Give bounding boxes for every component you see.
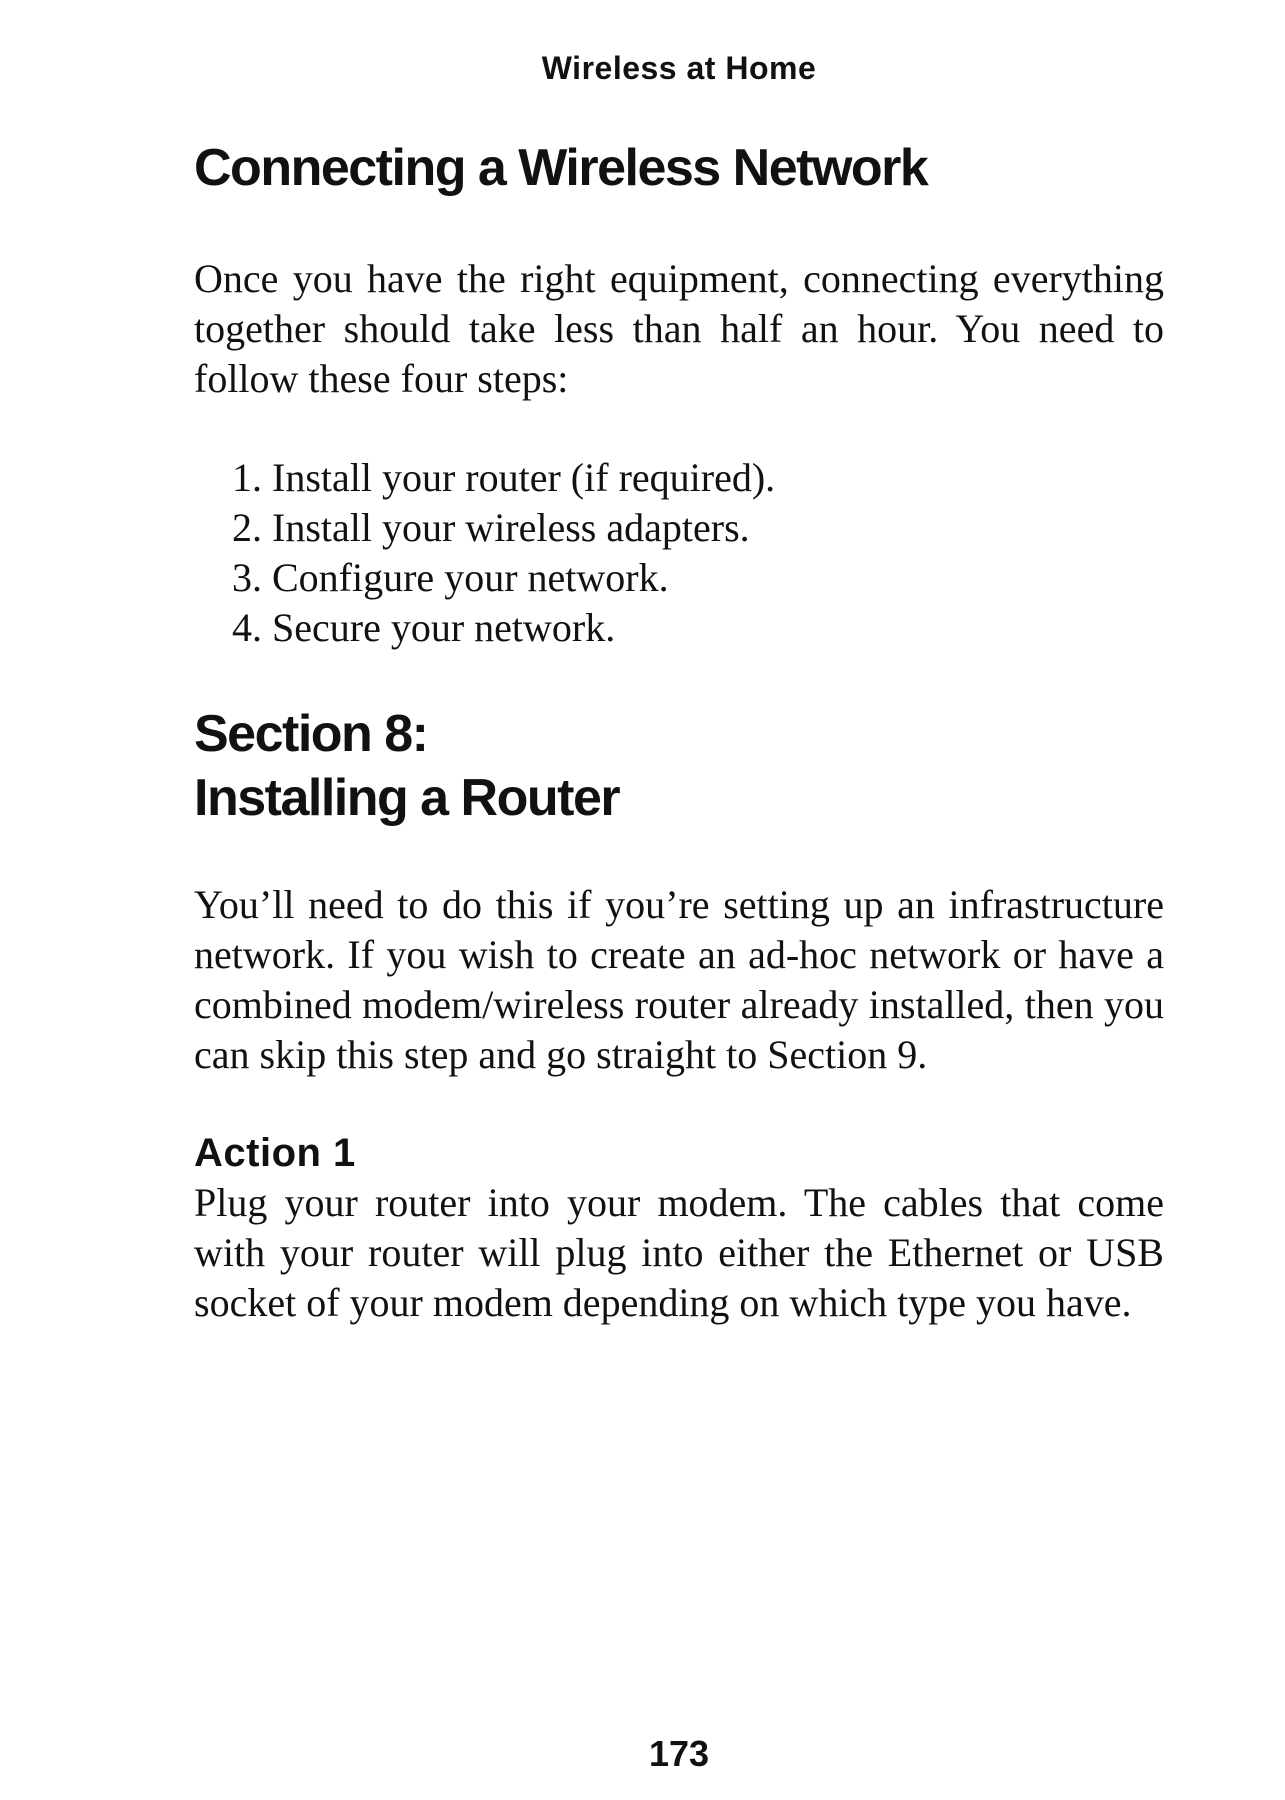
- section-label: Section 8:: [194, 705, 428, 763]
- list-item: [232, 453, 775, 503]
- section-title: Installing a Router: [194, 769, 620, 827]
- step-text: Configure your network.: [272, 555, 669, 600]
- step-text: Install your wireless adapters.: [272, 505, 750, 550]
- action-paragraph: Plug your router into your modem. The cables that come with your router will plug into either the Ethernet or USB socket of your modem depending on which type you have.: [194, 1180, 1164, 1325]
- step-number: 3.: [232, 555, 262, 600]
- section-paragraph: You’ll need to do this if you’re setting up an infrastructure network. If you wish to create an ad-hoc network or have a combined modem/wireless router already installed, then you can skip this step and go straight to Section 9.: [194, 882, 1164, 1077]
- step-number: 1.: [232, 455, 262, 500]
- running-head: Wireless at Home: [541, 50, 817, 86]
- step-number: 2.: [232, 505, 262, 550]
- list-item: [232, 503, 775, 553]
- book-page: [194, 0, 1164, 1800]
- section-heading: [194, 702, 619, 830]
- list-item: [232, 553, 775, 603]
- chapter-heading: Connecting a Wireless Network: [194, 139, 928, 197]
- action-heading: Action 1: [194, 1131, 356, 1175]
- steps-list: [232, 453, 775, 653]
- step-text: Install your router (if required).: [272, 455, 776, 500]
- intro-paragraph: Once you have the right equipment, connecting everything together should take less than half an hour. You need to follow these four steps:: [194, 256, 1164, 401]
- list-item: [232, 603, 775, 653]
- step-text: Secure your network.: [272, 605, 616, 650]
- page-number: 173: [648, 1733, 710, 1774]
- step-number: 4.: [232, 605, 262, 650]
